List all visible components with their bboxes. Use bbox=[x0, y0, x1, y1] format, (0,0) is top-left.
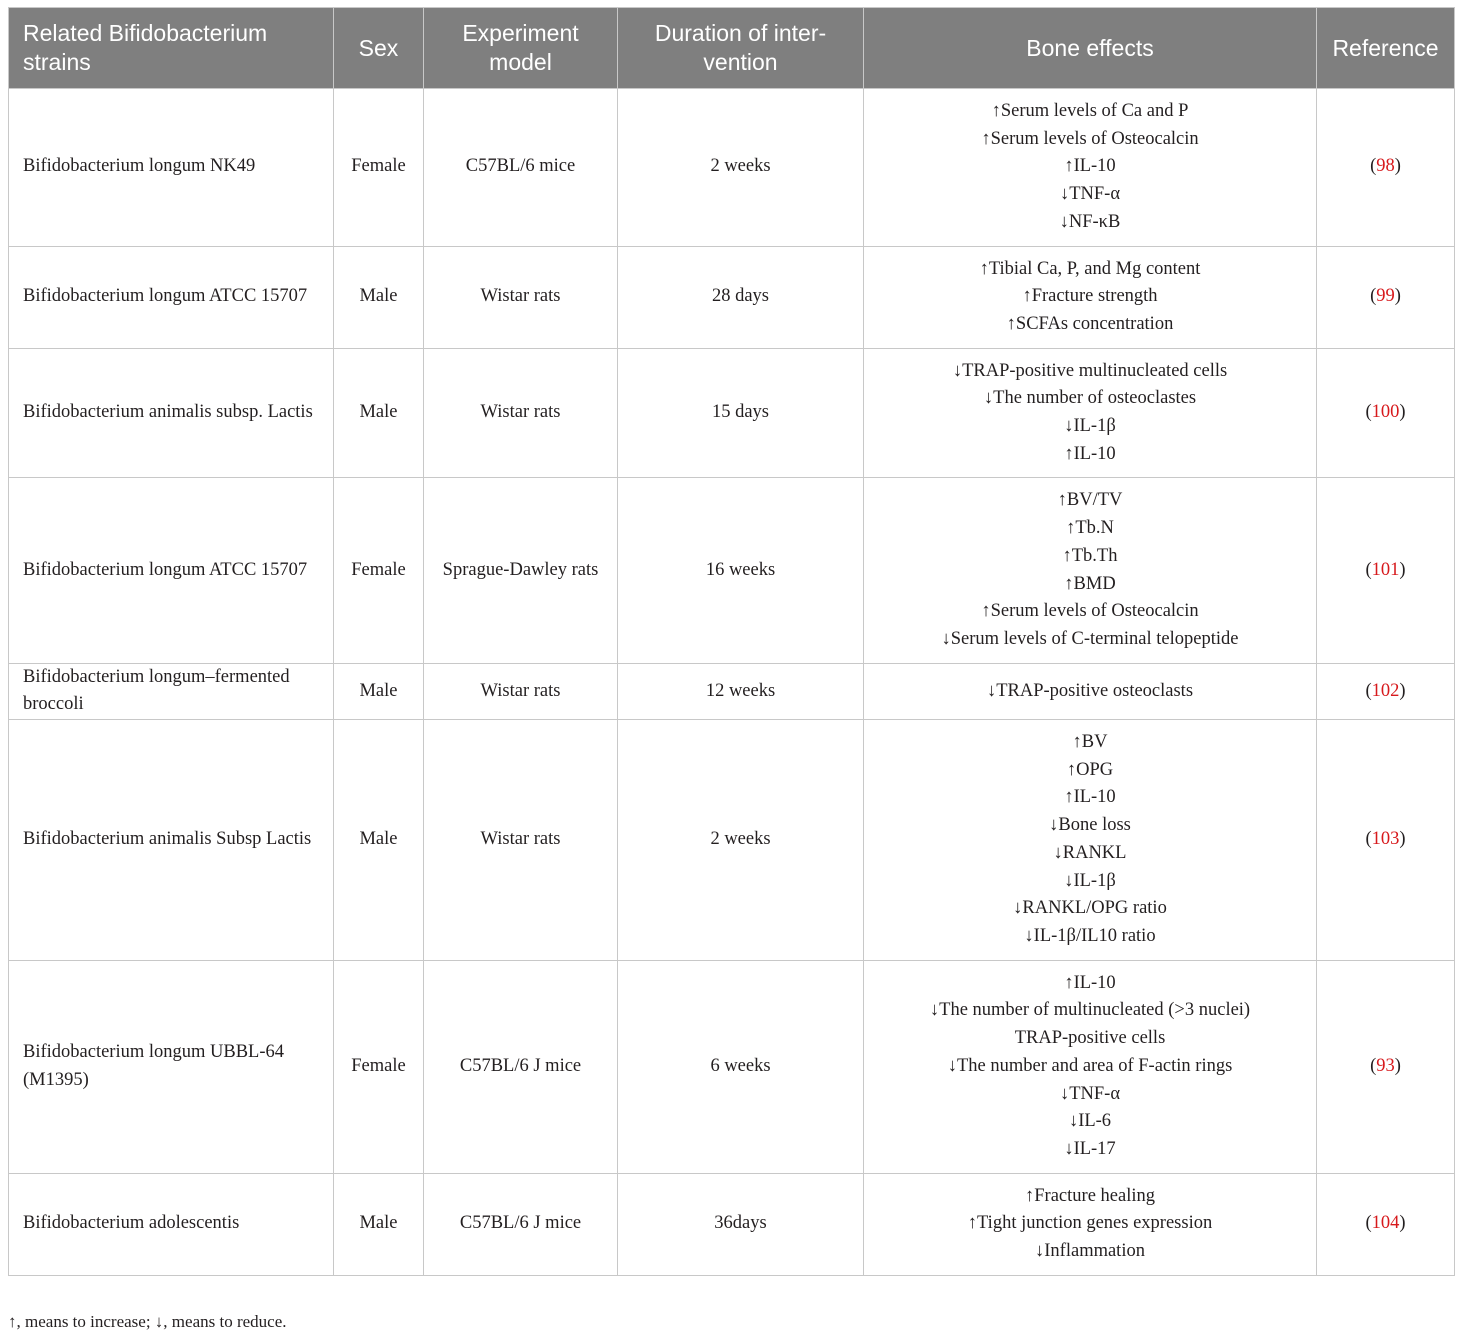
model-cell: Wistar rats bbox=[424, 720, 618, 961]
effect-item: ↑Fracture strength bbox=[1022, 286, 1158, 307]
table-row bbox=[9, 720, 1455, 961]
sex-cell: Female bbox=[334, 89, 424, 247]
reference-cell bbox=[1317, 720, 1455, 961]
sex-cell: Male bbox=[334, 1173, 424, 1275]
effect-item: ↓The number and area of F-actin rings bbox=[947, 1055, 1233, 1076]
effect-item: ↓Inflammation bbox=[1035, 1241, 1145, 1262]
table-row bbox=[9, 960, 1455, 1173]
effect-item: ↑Serum levels of Ca and P bbox=[991, 101, 1189, 121]
duration-cell: 12 weeks bbox=[618, 663, 864, 719]
effect-item: ↑Tibial Ca, P, and Mg content bbox=[979, 258, 1201, 279]
effect-item: ↓IL-1β bbox=[1064, 416, 1116, 437]
sex-cell: Male bbox=[334, 720, 424, 961]
ref-close-paren: ) bbox=[1399, 680, 1406, 701]
ref-open-paren: ( bbox=[1365, 1213, 1372, 1234]
strain-cell: Bifidobacterium longum ATCC 15707 bbox=[9, 246, 334, 348]
reference-cell bbox=[1317, 1173, 1455, 1275]
header-reference: Reference bbox=[1317, 8, 1455, 89]
effect-item: ↓TNF-α bbox=[1059, 184, 1121, 205]
header-strain: Related Bifidobacterium strains bbox=[9, 8, 334, 89]
model-cell: Wistar rats bbox=[424, 663, 618, 719]
effect-item: ↓NF-κB bbox=[1059, 211, 1121, 232]
strain-cell: Bifidobacterium animalis subsp. Lactis bbox=[9, 348, 334, 478]
effect-item: ↑Tight junction genes expression bbox=[967, 1213, 1213, 1234]
effect-item: ↓The number of multinucleated (>3 nuclei) bbox=[929, 1000, 1251, 1021]
table-body bbox=[9, 89, 1455, 1276]
bone-effects-cell bbox=[864, 89, 1317, 247]
strain-cell: Bifidobacterium longum ATCC 15707 bbox=[9, 478, 334, 663]
effect-item: ↑Tb.N bbox=[1066, 518, 1114, 539]
sex-cell: Male bbox=[334, 663, 424, 719]
model-cell: C57BL/6 J mice bbox=[424, 960, 618, 1173]
table-row bbox=[9, 1173, 1455, 1275]
effect-item: ↓TRAP-positive osteoclasts bbox=[986, 680, 1194, 701]
table-footnote: ↑, means to increase; ↓, means to reduce. bbox=[8, 1312, 287, 1331]
sex-cell: Male bbox=[334, 348, 424, 478]
reference-cell bbox=[1317, 246, 1455, 348]
header-duration: Duration of inter-vention bbox=[618, 8, 864, 89]
header-sex: Sex bbox=[334, 8, 424, 89]
strain-cell: Bifidobacterium animalis Subsp Lactis bbox=[9, 720, 334, 961]
ref-open-paren: ( bbox=[1370, 156, 1377, 177]
bone-effects-cell bbox=[864, 960, 1317, 1173]
ref-close-paren: ) bbox=[1394, 286, 1401, 307]
ref-close-paren: ) bbox=[1394, 1055, 1401, 1076]
reference-link[interactable]: 98 bbox=[1376, 156, 1395, 177]
reference-link[interactable]: 104 bbox=[1371, 1213, 1400, 1234]
model-cell: C57BL/6 J mice bbox=[424, 1173, 618, 1275]
duration-cell: 2 weeks bbox=[618, 89, 864, 247]
table-row bbox=[9, 89, 1455, 247]
effect-item: ↑IL-10 bbox=[1064, 443, 1116, 464]
reference-link[interactable]: 103 bbox=[1371, 829, 1400, 850]
effect-item: ↓IL-1β/IL10 ratio bbox=[1024, 925, 1156, 946]
effect-item: ↓Bone loss bbox=[1049, 815, 1131, 836]
effect-item: ↑IL-10 bbox=[1064, 156, 1116, 177]
reference-cell bbox=[1317, 89, 1455, 247]
table-row bbox=[9, 663, 1455, 719]
effect-item: ↓Serum levels of C-terminal telopeptide bbox=[941, 628, 1239, 649]
bifidobacterium-bone-effects-table bbox=[8, 7, 1455, 1276]
duration-cell: 36days bbox=[618, 1173, 864, 1275]
strain-cell: Bifidobacterium longum UBBL-64 (M1395) bbox=[9, 960, 334, 1173]
ref-close-paren: ) bbox=[1394, 156, 1401, 177]
ref-open-paren: ( bbox=[1365, 559, 1372, 580]
effect-item: ↑BV/TV bbox=[1057, 490, 1123, 511]
effect-item: ↓IL-1β bbox=[1064, 870, 1116, 891]
sex-cell: Female bbox=[334, 960, 424, 1173]
reference-cell bbox=[1317, 960, 1455, 1173]
ref-open-paren: ( bbox=[1370, 286, 1377, 307]
effect-item: ↑Serum levels of Osteocalcin bbox=[981, 128, 1199, 149]
model-cell: Sprague-Dawley rats bbox=[424, 478, 618, 663]
table-row bbox=[9, 478, 1455, 663]
ref-open-paren: ( bbox=[1365, 680, 1372, 701]
table-header bbox=[9, 8, 1455, 89]
header-effects: Bone effects bbox=[864, 8, 1317, 89]
bone-effects-cell bbox=[864, 246, 1317, 348]
ref-close-paren: ) bbox=[1399, 402, 1406, 423]
effect-item: TRAP-positive cells bbox=[1014, 1028, 1166, 1049]
reference-link[interactable]: 93 bbox=[1376, 1055, 1395, 1076]
duration-cell: 15 days bbox=[618, 348, 864, 478]
reference-link[interactable]: 101 bbox=[1371, 559, 1400, 580]
strain-cell: Bifidobacterium longum NK49 bbox=[9, 89, 334, 247]
reference-cell bbox=[1317, 663, 1455, 719]
reference-cell bbox=[1317, 348, 1455, 478]
reference-link[interactable]: 100 bbox=[1371, 402, 1400, 423]
effect-item: ↓IL-17 bbox=[1064, 1138, 1116, 1159]
effect-item: ↓RANKL bbox=[1053, 842, 1127, 863]
ref-close-paren: ) bbox=[1399, 829, 1406, 850]
effect-item: ↑IL-10 bbox=[1064, 787, 1116, 808]
effect-item: ↓TRAP-positive multinucleated cells bbox=[952, 360, 1228, 381]
table-row bbox=[9, 246, 1455, 348]
effect-item: ↑Serum levels of Osteocalcin bbox=[981, 601, 1199, 622]
effect-item: ↓The number of osteoclastes bbox=[983, 388, 1197, 409]
effect-item: ↑Fracture healing bbox=[1025, 1185, 1155, 1206]
model-cell: C57BL/6 mice bbox=[424, 89, 618, 247]
strain-cell: Bifidobacterium adolescentis bbox=[9, 1173, 334, 1275]
effect-item: ↑Tb.Th bbox=[1062, 545, 1118, 566]
header-model: Experiment model bbox=[424, 8, 618, 89]
sex-cell: Male bbox=[334, 246, 424, 348]
effect-item: ↑BMD bbox=[1064, 573, 1116, 594]
ref-open-paren: ( bbox=[1365, 402, 1372, 423]
bone-effects-cell bbox=[864, 663, 1317, 719]
ref-open-paren: ( bbox=[1365, 829, 1372, 850]
table-row bbox=[9, 348, 1455, 478]
strain-cell: Bifidobacterium longum–fermented broccoli bbox=[9, 663, 334, 719]
effect-item: ↑SCFAs concentration bbox=[1006, 313, 1174, 334]
bone-effects-cell bbox=[864, 720, 1317, 961]
reference-cell bbox=[1317, 478, 1455, 663]
header-row bbox=[9, 8, 1455, 89]
reference-link[interactable]: 102 bbox=[1371, 680, 1400, 701]
bone-effects-cell bbox=[864, 1173, 1317, 1275]
duration-cell: 16 weeks bbox=[618, 478, 864, 663]
model-cell: Wistar rats bbox=[424, 246, 618, 348]
effect-item: ↓RANKL/OPG ratio bbox=[1013, 898, 1167, 919]
sex-cell: Female bbox=[334, 478, 424, 663]
model-cell: Wistar rats bbox=[424, 348, 618, 478]
effect-item: ↓IL-6 bbox=[1068, 1111, 1112, 1132]
effect-item: ↑OPG bbox=[1066, 759, 1114, 780]
bone-effects-cell bbox=[864, 348, 1317, 478]
effect-item: ↓TNF-α bbox=[1059, 1083, 1121, 1104]
bone-effects-cell bbox=[864, 478, 1317, 663]
ref-close-paren: ) bbox=[1399, 559, 1406, 580]
reference-link[interactable]: 99 bbox=[1376, 286, 1395, 307]
duration-cell: 6 weeks bbox=[618, 960, 864, 1173]
ref-open-paren: ( bbox=[1370, 1055, 1377, 1076]
duration-cell: 28 days bbox=[618, 246, 864, 348]
effect-item: ↑IL-10 bbox=[1064, 972, 1116, 993]
ref-close-paren: ) bbox=[1399, 1213, 1406, 1234]
duration-cell: 2 weeks bbox=[618, 720, 864, 961]
effect-item: ↑BV bbox=[1072, 732, 1108, 753]
